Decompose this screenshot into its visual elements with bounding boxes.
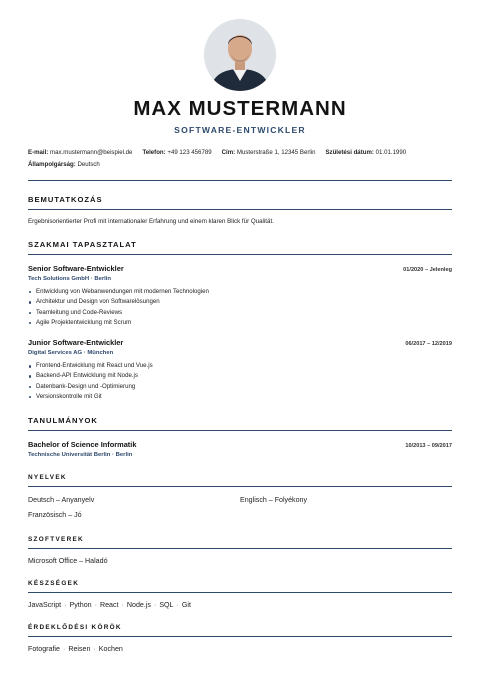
summary-text: Ergebnisorientierter Profi mit internationaler Erfahrung und einem klaren Blick für Qualität. bbox=[28, 218, 274, 225]
photo-container bbox=[28, 0, 452, 91]
list-item: React bbox=[99, 601, 119, 610]
job-entry bbox=[28, 264, 452, 328]
experience-heading: SZAKMAI TAPASZTALAT bbox=[28, 239, 452, 255]
profile-photo bbox=[204, 19, 276, 91]
list-item: Kochen bbox=[98, 645, 123, 654]
job-role: Senior Software-Entwickler bbox=[28, 264, 124, 273]
interests-heading: ÉRDEKLŐDÉSI KÖRÖK bbox=[28, 622, 452, 637]
contact-phone: Telefon: +49 123 456789 bbox=[142, 149, 212, 156]
job-date: 06/2017 – 12/2019 bbox=[405, 341, 452, 348]
bullet-item: Backend-API Entwicklung mit Node.js bbox=[28, 371, 452, 381]
bullet-item: Agile Projektentwicklung mit Scrum bbox=[28, 318, 452, 328]
list-separator: · bbox=[176, 601, 179, 610]
job-entry bbox=[28, 338, 452, 402]
skills-list bbox=[28, 600, 452, 610]
languages-heading: NYELVEK bbox=[28, 472, 452, 487]
summary-heading: BEMUTATKOZÁS bbox=[28, 194, 452, 210]
bullet-item: Datenbank-Design und -Optimierung bbox=[28, 382, 452, 392]
contact-birthdate: Születési dátum: 01.01.1990 bbox=[325, 149, 407, 156]
list-item: Fotografie bbox=[28, 645, 60, 654]
bullet-item: Teamleitung und Code-Reviews bbox=[28, 308, 452, 318]
list-separator: · bbox=[94, 601, 97, 610]
list-separator: · bbox=[93, 645, 96, 654]
languages-list bbox=[28, 493, 452, 522]
list-separator: · bbox=[153, 601, 157, 610]
software-heading: SZOFTVEREK bbox=[28, 534, 452, 549]
language-item: Deutsch – Anyanyelv bbox=[28, 496, 95, 505]
contact-block bbox=[28, 147, 452, 171]
job-role: Junior Software-Entwickler bbox=[28, 338, 124, 348]
interests-list bbox=[28, 644, 452, 654]
education-school: Technische Universität Berlin · Berlin bbox=[28, 452, 133, 459]
bullet-item: Architektur und Design von Softwarelösungen bbox=[28, 297, 452, 307]
education-degree: Bachelor of Science Informatik bbox=[28, 440, 137, 450]
list-item: JavaScript bbox=[28, 601, 62, 610]
contact-nationality: Állampolgárság: Deutsch bbox=[28, 161, 100, 168]
list-separator: · bbox=[121, 601, 124, 610]
bullet-item: Versionskontrolle mit Git bbox=[28, 392, 452, 402]
bullet-item: Frontend-Entwicklung mit React und Vue.js bbox=[28, 361, 452, 371]
job-date: 01/2020 – Jelenleg bbox=[403, 267, 452, 273]
job-bullets bbox=[28, 361, 452, 402]
list-item: Reisen bbox=[68, 645, 91, 654]
list-separator: · bbox=[62, 645, 66, 654]
header-divider bbox=[28, 180, 452, 181]
list-separator: · bbox=[64, 601, 67, 610]
software-text: Microsoft Office – Haladó bbox=[28, 557, 108, 566]
language-item: Englisch – Folyékony bbox=[240, 496, 308, 505]
list-item: SQL bbox=[159, 601, 174, 610]
candidate-title: SOFTWARE-ENTWICKLER bbox=[174, 125, 306, 135]
list-item: Python bbox=[69, 601, 92, 610]
list-item: Git bbox=[181, 601, 191, 610]
list-item: Node.js bbox=[126, 601, 151, 610]
education-heading: TANULMÁNYOK bbox=[28, 415, 452, 431]
job-bullets bbox=[28, 287, 452, 328]
education-date: 10/2013 – 09/2017 bbox=[405, 443, 452, 450]
contact-email: E-mail: max.mustermann@beispiel.de bbox=[28, 149, 133, 156]
education-entry bbox=[28, 440, 452, 460]
job-company: Digital Services AG · München bbox=[28, 350, 114, 357]
candidate-name: MAX MUSTERMANN bbox=[133, 97, 347, 120]
job-company: Tech Solutions GmbH · Berlin bbox=[28, 276, 112, 282]
language-item: Französisch – Jó bbox=[28, 510, 82, 519]
bullet-item: Entwicklung von Webanwendungen mit modernen Technologien bbox=[28, 287, 452, 297]
skills-heading: KÉSZSÉGEK bbox=[28, 578, 452, 593]
contact-address: Cím: Musterstraße 1, 12345 Berlin bbox=[221, 149, 316, 156]
